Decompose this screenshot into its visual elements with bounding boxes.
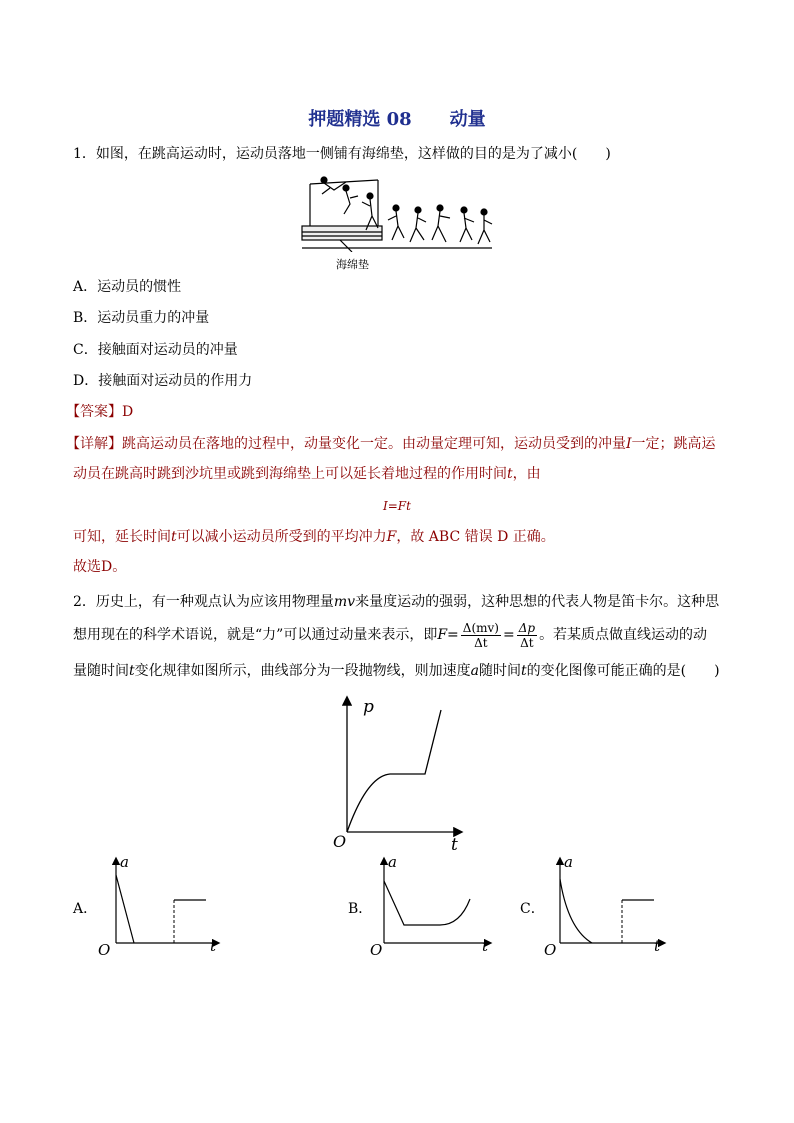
option-c-graph [542, 855, 672, 955]
svg-text:O: O [98, 941, 111, 955]
q2-option-b-letter: B． [348, 901, 373, 917]
q1-detail-line2: 动员在跳高时跳到沙坑里或跳到海绵垫上可以延长着地过程的作用时间t，由 [73, 466, 541, 482]
q2-option-c-letter: C． [520, 901, 545, 917]
option-b-graph [368, 855, 498, 955]
momentum-time-graph [325, 690, 470, 852]
p-t-curve [347, 710, 441, 832]
q2-line1: 2．历史上，有一种观点认为应该用物理量mv来量度运动的强弱，这种思想的代表人物是笛卡尔。这种思 [73, 594, 720, 610]
option-c-curve [560, 879, 592, 943]
p-axis-label: p [363, 697, 374, 717]
svg-text:O: O [370, 941, 383, 955]
q2-line2: 想用现在的科学术语说，就是“力”可以通过动量来表示，即F= $\frac{\Delta(mv)}{\Delta t}$ = $\frac{\Delta p}{\Delta t}$ 。若某质点做直线运动的动 [73, 620, 708, 650]
svg-text:a: a [388, 855, 397, 871]
q1-option-d: D．接触面对运动员的作用力 [73, 373, 253, 389]
q1-stem: 1．如图，在跳高运动时，运动员落地一侧铺有海绵垫，这样做的目的是为了减小( ) [73, 146, 611, 162]
page-title [0, 105, 794, 131]
svg-text:a: a [120, 855, 129, 871]
mat-label: 海绵垫 [336, 258, 369, 271]
q1-option-c: C．接触面对运动员的冲量 [73, 342, 238, 358]
svg-text:a: a [564, 855, 573, 871]
svg-text:t: t [654, 937, 661, 955]
origin-label: O [333, 832, 347, 851]
option-a-line [116, 875, 134, 943]
option-b-curve [384, 881, 470, 925]
t-axis-label: t [451, 835, 458, 852]
svg-text:O: O [544, 941, 557, 955]
svg-text:t: t [210, 937, 217, 955]
detail-tag: 【详解】 [66, 436, 122, 452]
fraction-dmv-dt: $\frac{\Delta(mv)}{\Delta t}$ [462, 620, 499, 650]
q1-detail-line3: 可知，延长时间t可以减小运动员所受到的平均冲力F，故 ABC 错误 D 正确。 [73, 529, 555, 545]
svg-text:t: t [482, 937, 489, 955]
title-part2: 动量 [449, 109, 486, 130]
q2-option-a-letter: A． [73, 901, 98, 917]
q2-line3: 量随时间t变化规律如图所示，曲线部分为一段抛物线，则加速度a随时间t的变化图像可能正确的是( ) [73, 663, 720, 679]
q1-formula: I=Ft [383, 499, 411, 513]
q1-detail-line1: 【详解】跳高运动员在落地的过程中，动量变化一定。由动量定理可知，运动员受到的冲量I一定；跳高运 [66, 436, 716, 452]
option-a-graph [94, 855, 224, 955]
q1-option-b: B．运动员重力的冲量 [73, 310, 210, 326]
title-part1: 押题精选 08 [308, 109, 412, 130]
q1-option-a: A．运动员的惯性 [73, 279, 182, 295]
fraction-dp-dt: $\frac{\Delta p}{\Delta t}$ [518, 620, 536, 650]
q1-answer: 【答案】D [66, 404, 134, 420]
q1-detail-line4: 故选D。 [73, 559, 127, 575]
high-jump-illustration [300, 168, 495, 252]
